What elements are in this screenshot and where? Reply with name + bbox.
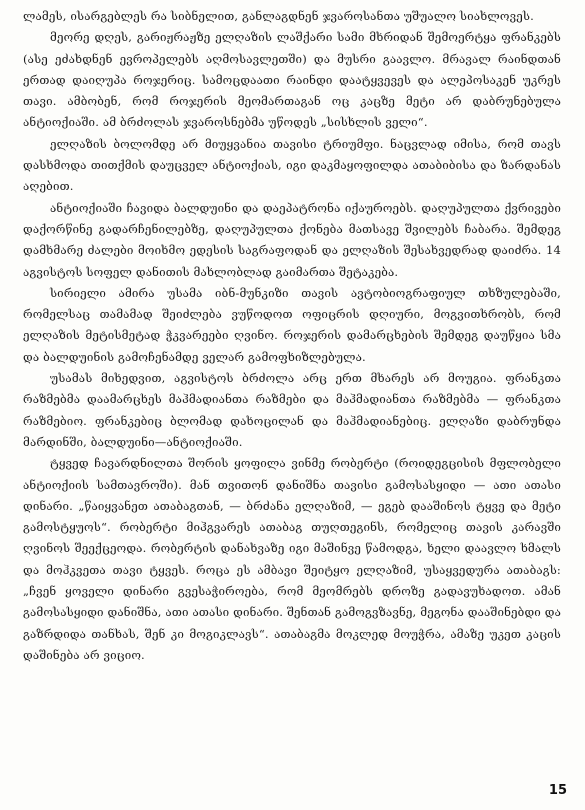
paragraph-6: უსამას მიხედვით, აგვისტოს ბრძოლა არც ერთ მხარეს არ მოუგია. ფრანკთა რაზმებმა დაამარცხეს მაჰმადიანთა რაზმები და მაჰმადიანთა რაზმებმა — ფრანკთა რაზმებიო. ფრანკებიც ბლომად დახოცილან და მაჰმადიანებიც. ელღაზი დაბრუნდა მარდინში, ბალდუინი—ანტიოქიაში. (23, 371, 561, 449)
page-number: 15 (548, 783, 567, 798)
body-text (23, 6, 561, 666)
paragraph-2: მეორე დღეს, გარიჟრაჟზე ელღაზის ლაშქარი სამი მხრიდან შემოერტყა ფრანკებს (ასე ეძახდნენ ევროპელებს აღმოსავლეთში) და მუსრი გაავლო. მრავალ რაინდთან ერთად დაიღუპა როჯერიც. სამოცდაათი რაინდი დაატყვევეს და ალეპოსაკენ უკრეს თავი. ამბობენ, რომ როჯერის მეომართაგან ოც კაცზე მეტი არ დაბრუნებულა ანტიოქიაში. ამ ბრძოლას ჯვაროსნებმა უწოდეს „სისხლის ველი“. (23, 30, 561, 130)
paragraph-4: ანტიოქიაში ჩავიდა ბალდუინი და დაეპატრონა იქაუროებს. დაღუპულთა ქვრივები დაქორწინე გადარჩენილებზე, დაღუპულთა ქონება მათსავე შვილებს ჩაბარა. შემდეგ დამხმარე ძალები მოიხმო ედესის საგრაფოდან და ელღაზის შესახვედრად დაიძრა. 14 აგვისტოს სოფელ დანითის მახლობლად გაიმართა შეტაკება. (23, 200, 561, 279)
paragraph-3: ელღაზის ბოლომდე არ მიუყვანია თავისი ტრიუმფი. ნაცვლად იმისა, რომ თავს დასხმოდა თითქმის დაუცველ ანტიოქიას, იგი დაკმაყოფილდა ათაბიბისა და ზარდანას აღებით. (23, 136, 561, 194)
paragraph-1: ლამეს, ისარგებლეს რა სიბნელით, განლაგდნენ ჯვაროსანთა უშუალო სიახლოვეს. (23, 9, 534, 23)
paragraph-7: ტყვედ ჩავარდნილთა შორის ყოფილა ვინმე რობერტი (როიდეგცისის მფლობელი ანტიოქიის სამთავროში). მან თვითონ დანიშნა თავისი გამოსასყიდი — ათი ათასი დინარი. „წაიყვანეთ ათაბაგთან, — ბრძანა ელღაზიმ, — ეგებ დააშინოს ტყვე და მეტი გამოსტყუოს“. რობერტი მიჰგვარეს ათაბაგ თუღთეგინს, რომელიც თავის კარავში ღვინოს შეექცეოდა. რობერტის დანახვაზე იგი მაშინვე წამოდგა, ხელი დაავლო ხმალს და მოჰკვეთა თავი ტყვეს. როცა ეს ამბავი შეიტყო ელღაზიმ, უსაყვედურა ათაბაგს: „ჩვენ ყოველი დინარი გვესაჭიროება, რომ მეომრებს დროზე გადავუხადოთ. ამან გამოსასყიდი დანიშნა, ათი ათასი დინარი. შენთან გამოგვზავნე, მეგონა დააშინებდი და გაზრდიდა თანხას, შენ კი მოგიკლავს“. ათაბაგმა მოკლედ მოუჭრა, ამაზე უკეთ კაცის დაშინება არ ვიციო. (23, 456, 561, 662)
paragraph-5: სირიელი ამირა უსამა იბნ-მუნკიზი თავის ავტობიოგრაფიულ თხზულებაში, რომელსაც თამამად შეიძლება ვუწოდოთ ოფიცრის დღიური, მოგვითხრობს, რომ ელღაზის მეტისმეტად ჭკვარეები ღვინო. როჯერის დამარცხების შემდეგ დაუწყია სმა და ბალდუინის გამოჩენამდე ველარ გამოფხიზლებულა. (23, 285, 561, 364)
